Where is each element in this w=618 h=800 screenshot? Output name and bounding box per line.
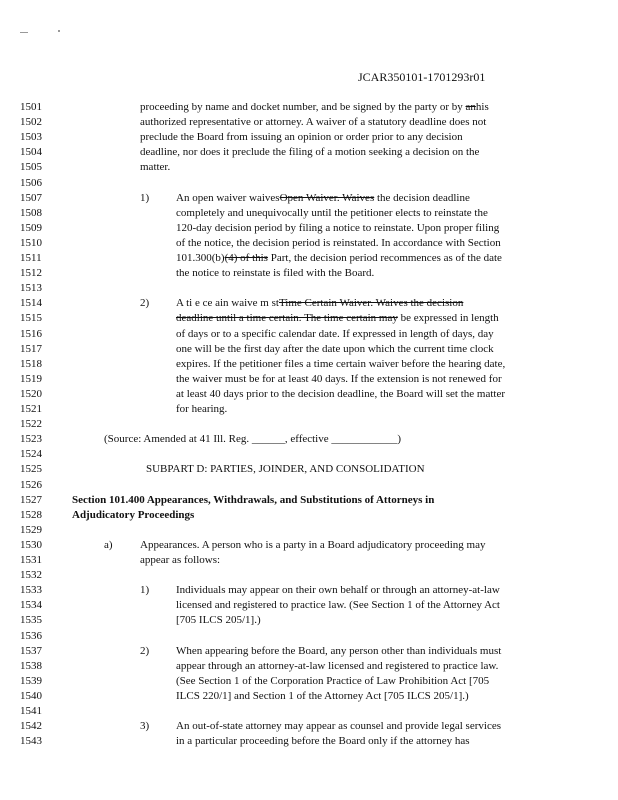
line-number: 1536 (20, 629, 42, 642)
text-segment: for hearing. (176, 403, 228, 415)
document-line-text (176, 328, 494, 340)
document-line-text (176, 735, 470, 747)
text-segment: Section 101.400 Appearances, Withdrawals, and Substitutions of Attorneys in (72, 493, 435, 506)
text-segment: When appearing before the Board, any person other than individuals must (176, 644, 502, 657)
document-line-text (176, 312, 499, 324)
struck-text: Open Waiver. Waives (279, 191, 375, 204)
line-number: 1542 (20, 720, 42, 733)
text-segment: his (475, 101, 489, 113)
text-segment: expires. If the petitioner files a time certain waiver before the hearing date, (176, 357, 506, 370)
text-segment: deadline, nor does it preclude the filing of a motion seeking a decision on the (140, 146, 480, 159)
text-segment: 2) (140, 644, 150, 657)
text-segment: 101.300(b) (176, 252, 225, 264)
document-line-text (176, 267, 374, 279)
line-number: 1518 (20, 357, 42, 370)
text-segment: [705 ILCS 205/1].) (176, 614, 261, 627)
line-number: 1506 (20, 176, 42, 189)
line-number: 1515 (20, 312, 42, 325)
document-line-text (176, 388, 505, 400)
document-line-text (176, 252, 502, 264)
line-number: 1514 (20, 297, 42, 310)
line-number: 1501 (20, 101, 42, 113)
text-segment: licensed and registered to practice law. (See Section 1 of the Attorney Act (176, 599, 500, 612)
document-line-text (140, 539, 485, 551)
document-line-text (176, 297, 463, 309)
document-line-text (176, 690, 469, 702)
text-segment: at least 40 days prior to the decision deadline, the Board will set the matter (176, 387, 505, 400)
text-segment: Individuals may appear on their own behalf or through an attorney-at-law (176, 584, 500, 597)
struck-text: an (465, 101, 476, 113)
text-segment: of the notice, the decision period is reinstated. In accordance with Section (176, 236, 501, 249)
text-segment: a) (104, 538, 113, 551)
line-number: 1522 (20, 418, 42, 431)
document-line-text (176, 645, 501, 657)
line-number: 1541 (20, 705, 42, 717)
line-number: 1533 (20, 584, 42, 597)
document-line-text (176, 584, 500, 596)
struck-text: (4) of this (224, 252, 268, 264)
scan-mark (20, 32, 28, 33)
document-line-text (176, 207, 488, 219)
text-segment: Appearances. A person who is a party in a Board adjudicatory proceeding may (140, 538, 486, 551)
text-segment: authorized representative or attorney. A waiver of a statutory deadline does not (140, 116, 487, 129)
line-number: 1528 (20, 508, 42, 521)
document-line-text (176, 403, 227, 415)
text-segment: matter. (140, 161, 171, 174)
text-segment: one will be the first day after the date upon which the current time clock (176, 342, 494, 355)
text-segment: in a particular proceeding before the Board only if the attorney has (176, 735, 470, 748)
document-line-text (176, 192, 470, 204)
line-number: 1543 (20, 735, 42, 748)
document-line-text (176, 660, 498, 672)
document-line-text (176, 373, 502, 385)
line-number: 1511 (20, 252, 42, 264)
text-segment: the decision deadline (374, 191, 470, 204)
line-number: 1503 (20, 131, 42, 144)
text-segment: 1) (140, 191, 150, 204)
text-segment: proceeding by name and docket number, and be signed by the party or by (140, 101, 466, 113)
document-line-text (176, 237, 501, 249)
document-line-text (72, 494, 434, 506)
line-number: 1516 (20, 327, 42, 340)
text-segment: completely and unequivocally until the petitioner elects to reinstate the (176, 206, 488, 219)
text-segment: the notice to reinstate is filed with the Board. (176, 267, 375, 280)
document-line-text (140, 131, 463, 143)
document-line-text (104, 539, 113, 551)
document-line-text (140, 645, 149, 657)
line-number: 1507 (20, 191, 42, 204)
document-line-text (140, 297, 149, 309)
line-number: 1502 (20, 116, 42, 129)
line-number: 1519 (20, 372, 42, 385)
document-line-text (140, 192, 149, 204)
line-number: 1530 (20, 538, 42, 551)
text-segment: 2) (140, 297, 150, 310)
document-id-header: JCAR350101-1701293r01 (358, 70, 486, 84)
text-segment: appear through an attorney-at-law licensed and registered to practice law. (176, 659, 499, 672)
document-line-text (140, 146, 479, 158)
document-line-text (104, 433, 401, 445)
line-number: 1523 (20, 433, 42, 446)
document-line-text (140, 720, 149, 732)
line-number: 1534 (20, 599, 42, 612)
line-number: 1508 (20, 206, 42, 219)
text-segment: Adjudicatory Proceedings (72, 508, 195, 521)
document-line-text (176, 614, 261, 626)
text-segment: of days or to a specific calendar date. If expressed in length of days, day (176, 327, 494, 340)
text-segment: An open waiver waives (176, 191, 280, 204)
line-number: 1524 (20, 448, 42, 461)
line-number: 1525 (20, 463, 42, 476)
line-number: 1521 (20, 403, 42, 415)
line-number: 1527 (20, 493, 42, 506)
text-segment: the waiver must be for at least 40 days. If the extension is not renewed for (176, 372, 502, 385)
document-line-text (176, 343, 494, 355)
text-segment: (Source: Amended at 41 Ill. Reg. ______, effective ____________) (104, 433, 402, 446)
line-number: 1512 (20, 267, 42, 280)
document-line-text (176, 675, 489, 687)
document-line-text (176, 599, 500, 611)
text-segment: An out-of-state attorney may appear as counsel and provide legal services (176, 720, 501, 733)
line-number: 1540 (20, 689, 42, 702)
document-line-text (140, 584, 149, 596)
document-line-text (140, 101, 489, 113)
document-line-text (176, 222, 499, 234)
line-number: 1509 (20, 221, 42, 234)
text-segment: SUBPART D: PARTIES, JOINDER, AND CONSOLIDATION (146, 463, 425, 476)
line-number: 1538 (20, 659, 42, 672)
document-line-text (140, 161, 170, 173)
text-segment: be expressed in length (397, 312, 499, 325)
text-segment: 1) (140, 584, 150, 597)
line-number: 1520 (20, 387, 42, 400)
document-line-text (176, 720, 501, 732)
line-number: 1531 (20, 554, 42, 566)
text-segment: 3) (140, 720, 150, 733)
line-number: 1517 (20, 342, 42, 355)
document-line-text (140, 554, 220, 566)
line-number: 1504 (20, 146, 42, 159)
line-number: 1535 (20, 614, 42, 627)
line-number: 1526 (20, 478, 42, 491)
text-segment: (See Section 1 of the Corporation Practice of Law Prohibition Act [705 (176, 674, 490, 687)
text-segment: 120-day decision period by filing a notice to reinstate. Upon proper filing (176, 221, 500, 234)
text-segment: appear as follows: (140, 554, 221, 566)
line-number: 1513 (20, 282, 42, 295)
line-number: 1532 (20, 569, 42, 582)
line-number: 1537 (20, 644, 42, 657)
struck-text: deadline until a time certain. The time certain may (176, 312, 398, 325)
text-segment: preclude the Board from issuing an opinion or order prior to any decision (140, 131, 463, 144)
line-number: 1510 (20, 236, 42, 249)
text-segment: Part, the decision period recommences as of the date (267, 252, 502, 264)
document-line-text (72, 509, 194, 521)
scan-dot (58, 30, 60, 32)
document-line-text (176, 358, 505, 370)
line-number: 1529 (20, 523, 42, 536)
text-segment: A ti e ce ain waive m st (176, 297, 279, 310)
document-line-text (140, 116, 486, 128)
struck-text: Time Certain Waiver. Waives the decision (278, 297, 464, 310)
line-number: 1539 (20, 674, 42, 687)
line-number: 1505 (20, 161, 42, 174)
text-segment: ILCS 220/1] and Section 1 of the Attorney Act [705 ILCS 205/1].) (176, 689, 469, 702)
document-line-text (146, 463, 425, 475)
